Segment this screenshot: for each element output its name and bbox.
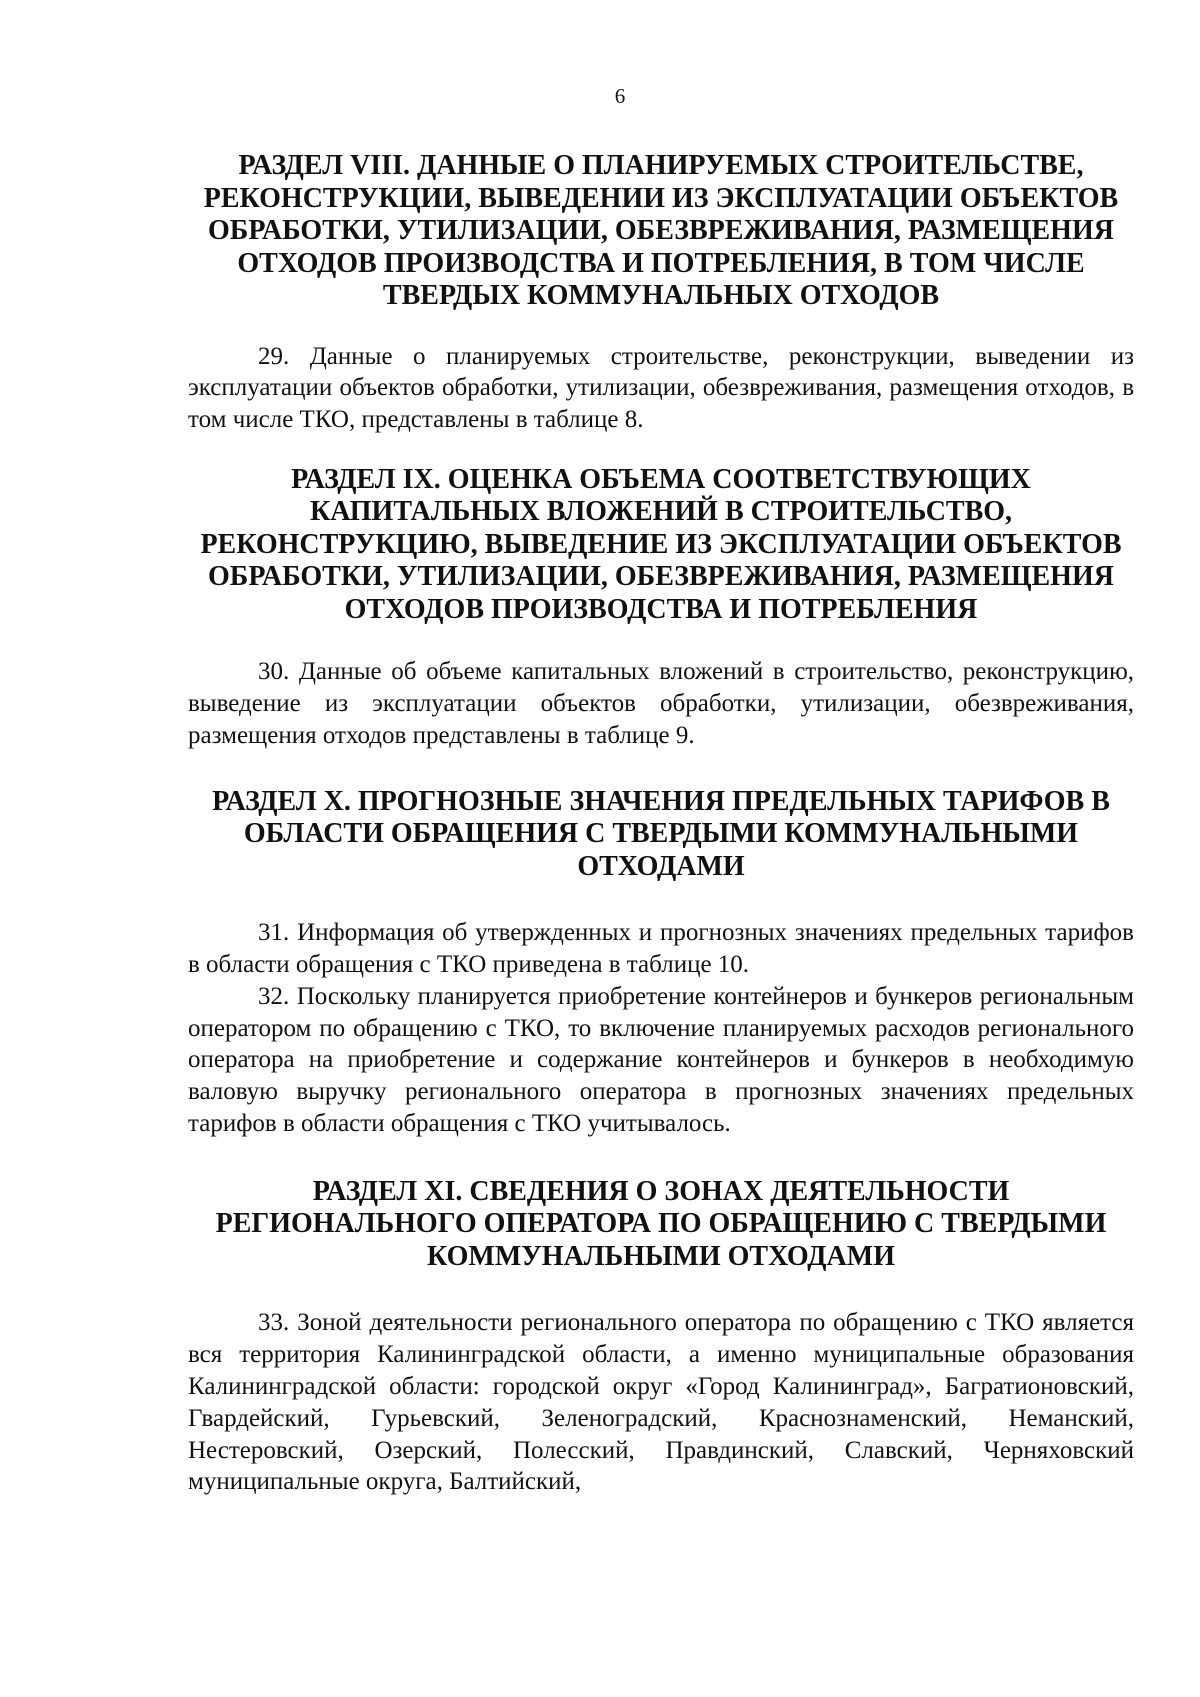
paragraph-31: 31. Информация об утвержденных и прогнозных значениях предельных тарифов в области обращения с ТКО приведена в таблице 10. [188, 919, 1134, 979]
page-content [188, 150, 1134, 1498]
section-heading-ix [188, 464, 1134, 627]
page-number: 6 [614, 84, 626, 108]
heading-line: ОБЛАСТИ ОБРАЩЕНИЯ С ТВЕРДЫМИ КОММУНАЛЬНЫМИ [243, 818, 1079, 850]
paragraph-33: 33. Зоной деятельности регионального оператора по обращению с ТКО является вся территория Калининградской области, а именно муниципальные образования Калининградской области: городской округ «Город Калининград», Багратионовский, Гвардейский, Гурьевский, Зеленоградский, Краснознаменский, Неманский, Нестеровский, Озерский, Полесский, Правдинский, Славский, Черняховский муниципальные округа, Балтийский, [188, 1309, 1134, 1496]
heading-line: РАЗДЕЛ VIII. ДАННЫЕ О ПЛАНИРУЕМЫХ СТРОИТЕЛЬСТВЕ, [238, 150, 1084, 181]
heading-line: ОТХОДОВ ПРОИЗВОДСТВА И ПОТРЕБЛЕНИЯ [344, 593, 978, 625]
paragraph-30: 30. Данные об объеме капитальных вложений в строительство, реконструкцию, выведение из эксплуатации объектов обработки, утилизации, обезвреживания, размещения отходов представлены в таблице 9. [188, 658, 1134, 749]
heading-line: РАЗДЕЛ XI. СВЕДЕНИЯ О ЗОНАХ ДЕЯТЕЛЬНОСТИ [312, 1175, 1010, 1207]
heading-line: РЕКОНСТРУКЦИИ, ВЫВЕДЕНИИ ИЗ ЭКСПЛУАТАЦИИ ОБЪЕКТОВ [203, 182, 1119, 214]
section-heading-x [188, 786, 1134, 884]
paragraph-29: 29. Данные о планируемых строительстве, реконструкции, выведении из эксплуатации объектов обработки, утилизации, обезвреживания, размещения отходов, в том числе ТКО, представлены в таблице 8. [188, 342, 1134, 434]
heading-line: КОММУНАЛЬНЫМИ ОТХОДАМИ [427, 1240, 895, 1272]
heading-line: КАПИТАЛЬНЫХ ВЛОЖЕНИЙ В СТРОИТЕЛЬСТВО, [309, 496, 1013, 528]
heading-line: ОТХОДАМИ [577, 850, 745, 882]
heading-line: ОБРАБОТКИ, УТИЛИЗАЦИИ, ОБЕЗВРЕЖИВАНИЯ, РАЗМЕЩЕНИЯ [208, 561, 1114, 593]
section-heading-xi [188, 1176, 1134, 1274]
heading-line: РАЗДЕЛ IX. ОЦЕНКА ОБЪЕМА СООТВЕТСТВУЮЩИХ [291, 463, 1031, 495]
section-heading-viii [188, 150, 1134, 313]
heading-line: РЕГИОНАЛЬНОГО ОПЕРАТОРА ПО ОБРАЩЕНИЮ С ТВЕРДЫМИ [215, 1208, 1107, 1240]
heading-line: РЕКОНСТРУКЦИЮ, ВЫВЕДЕНИЕ ИЗ ЭКСПЛУАТАЦИИ ОБЪЕКТОВ [200, 528, 1122, 560]
heading-line: ОБРАБОТКИ, УТИЛИЗАЦИИ, ОБЕЗВРЕЖИВАНИЯ, РАЗМЕЩЕНИЯ [208, 215, 1114, 246]
heading-line: ТВЕРДЫХ КОММУНАЛЬНЫХ ОТХОДОВ [382, 280, 940, 311]
paragraph-32: 32. Поскольку планируется приобретение контейнеров и бункеров региональным оператором по обращению с ТКО, то включение планируемых расходов регионального оператора на приобретение и содержание контейнеров и бункеров в необходимую валовую выручку регионального оператора в прогнозных значениях предельных тарифов в области обращения с ТКО учитывалось. [188, 982, 1134, 1138]
heading-line: ОТХОДОВ ПРОИЗВОДСТВА И ПОТРЕБЛЕНИЯ, В ТОМ ЧИСЛЕ [237, 247, 1085, 279]
heading-line: РАЗДЕЛ X. ПРОГНОЗНЫЕ ЗНАЧЕНИЯ ПРЕДЕЛЬНЫХ ТАРИФОВ В [212, 785, 1110, 817]
